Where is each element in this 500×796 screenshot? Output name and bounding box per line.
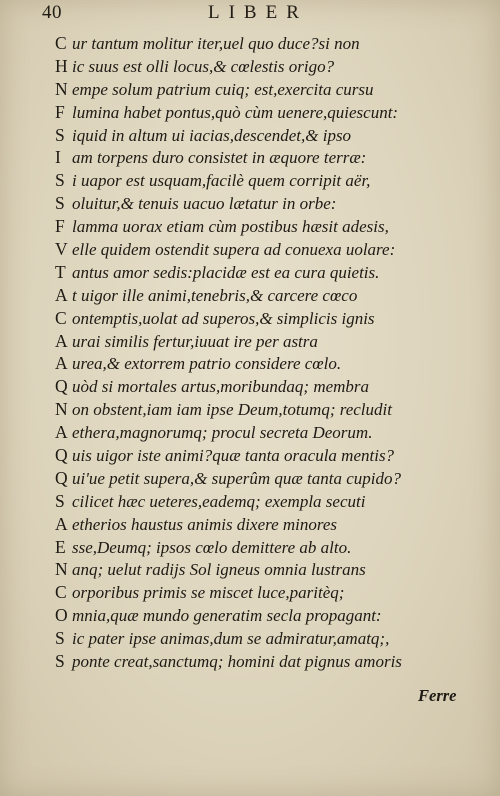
line-initial: H	[55, 55, 68, 76]
line-text: uòd si mortales artus,moribundaq; membra	[72, 377, 370, 397]
line-text: iquid in altum ui iacias,descendet,& ipso	[72, 125, 352, 145]
line-text: uis uigor iste animi?quæ tanta oracula mentis?	[72, 446, 395, 466]
line-text: am torpens duro consistet in æquore terræ:	[72, 148, 367, 168]
line-text: empe solum patrium cuiq; est,exercita cursu	[72, 79, 374, 99]
line-initial: A	[55, 284, 68, 305]
verse-line	[55, 146, 475, 169]
line-initial: N	[55, 559, 68, 580]
line-initial: F	[55, 216, 65, 237]
line-text: ui'ue petit supera,& superûm quæ tanta cupido?	[72, 468, 401, 488]
line-text: ic pater ipse animas,dum se admiratur,amatq;,	[72, 629, 390, 649]
line-text: lumina habet pontus,quò cùm uenere,quiescunt:	[72, 102, 399, 122]
line-initial: S	[55, 651, 65, 672]
verse-line	[55, 581, 475, 604]
verse-line	[55, 536, 475, 559]
verse-line	[55, 604, 475, 627]
line-text: ur tantum molitur iter,uel quo duce?si non	[72, 34, 360, 53]
line-initial: C	[55, 307, 67, 328]
verse-line	[55, 78, 475, 101]
verse-block	[55, 32, 475, 673]
line-text: ontemptis,uolat ad superos,& simplicis ignis	[72, 308, 375, 328]
line-text: i uapor est usquam,facilè quem corripit aër,	[72, 171, 371, 191]
line-initial: V	[55, 239, 68, 260]
verse-line	[55, 650, 475, 673]
line-text: elle quidem ostendit supera ad conuexa uolare:	[72, 240, 396, 260]
line-initial: Q	[55, 445, 68, 466]
line-initial: N	[55, 399, 68, 420]
verse-line	[55, 124, 475, 147]
verse-line	[55, 215, 475, 238]
line-initial: S	[55, 124, 65, 145]
verse-line	[55, 261, 475, 284]
line-initial: C	[55, 582, 67, 603]
verse-line	[55, 330, 475, 353]
verse-line	[55, 444, 475, 467]
verse-line	[55, 101, 475, 124]
verse-line	[55, 398, 475, 421]
verse-line	[55, 284, 475, 307]
verse-line	[55, 32, 475, 55]
verse-line	[55, 238, 475, 261]
line-initial: A	[55, 353, 68, 374]
line-text: oluitur,& tenuis uacuo lætatur in orbe:	[72, 194, 337, 214]
verse-line	[55, 169, 475, 192]
verse-line	[55, 55, 475, 78]
line-initial: A	[55, 422, 68, 443]
verse-line	[55, 558, 475, 581]
verse-line	[55, 421, 475, 444]
page-header	[40, 2, 460, 24]
line-text: mnia,quæ mundo generatim secla propagant:	[72, 606, 382, 626]
line-text: ethera,magnorumq; procul secreta Deorum.	[72, 423, 373, 443]
line-text: cilicet hæc ueteres,eademq; exempla secuti	[72, 491, 366, 511]
line-text: sse,Deumq; ipsos cœlo demittere ab alto.	[72, 537, 352, 557]
line-initial: S	[55, 170, 65, 191]
verse-line	[55, 627, 475, 650]
running-head: LIBER	[208, 2, 308, 23]
line-text: ponte creat,sanctumq; homini dat pignus amoris	[72, 652, 402, 672]
line-initial: S	[55, 628, 65, 649]
line-initial: E	[55, 536, 66, 557]
line-text: antus amor sedis:placidæ est ea cura quietis.	[72, 262, 380, 282]
line-initial: T	[55, 261, 66, 282]
line-text: etherios haustus animis dixere minores	[72, 514, 338, 534]
line-initial: Q	[55, 376, 68, 397]
verse-line	[55, 375, 475, 398]
verse-line	[55, 490, 475, 513]
line-text: urai similis fertur,iuuat ire per astra	[72, 331, 318, 351]
verse-line	[55, 467, 475, 490]
catchword: Ferre	[418, 686, 457, 705]
line-initial: S	[55, 193, 65, 214]
line-text: on obstent,iam iam ipse Deum,totumq; recludit	[72, 400, 392, 420]
line-initial: F	[55, 101, 65, 122]
line-initial: N	[55, 78, 68, 99]
line-text: anq; uelut radijs Sol igneus omnia lustrans	[72, 560, 366, 580]
line-text: urea,& extorrem patrio considere cœlo.	[72, 354, 342, 374]
verse-line	[55, 352, 475, 375]
page-number: 40	[42, 2, 62, 23]
line-initial: I	[55, 147, 61, 168]
line-text: t uigor ille animi,tenebris,& carcere cœco	[72, 285, 358, 305]
verse-line	[55, 307, 475, 330]
line-initial: C	[55, 33, 67, 53]
line-initial: A	[55, 513, 68, 534]
line-text: lamma uorax etiam cùm postibus hæsit adesis,	[72, 217, 389, 237]
verse-line	[55, 513, 475, 536]
line-text: orporibus primis se miscet luce,paritèq;	[72, 583, 345, 603]
verse-line	[55, 192, 475, 215]
line-text: ic suus est olli locus,& cœlestis origo?	[72, 56, 335, 76]
line-initial: Q	[55, 467, 68, 488]
line-initial: O	[55, 605, 68, 626]
line-initial: S	[55, 490, 65, 511]
line-initial: A	[55, 330, 68, 351]
